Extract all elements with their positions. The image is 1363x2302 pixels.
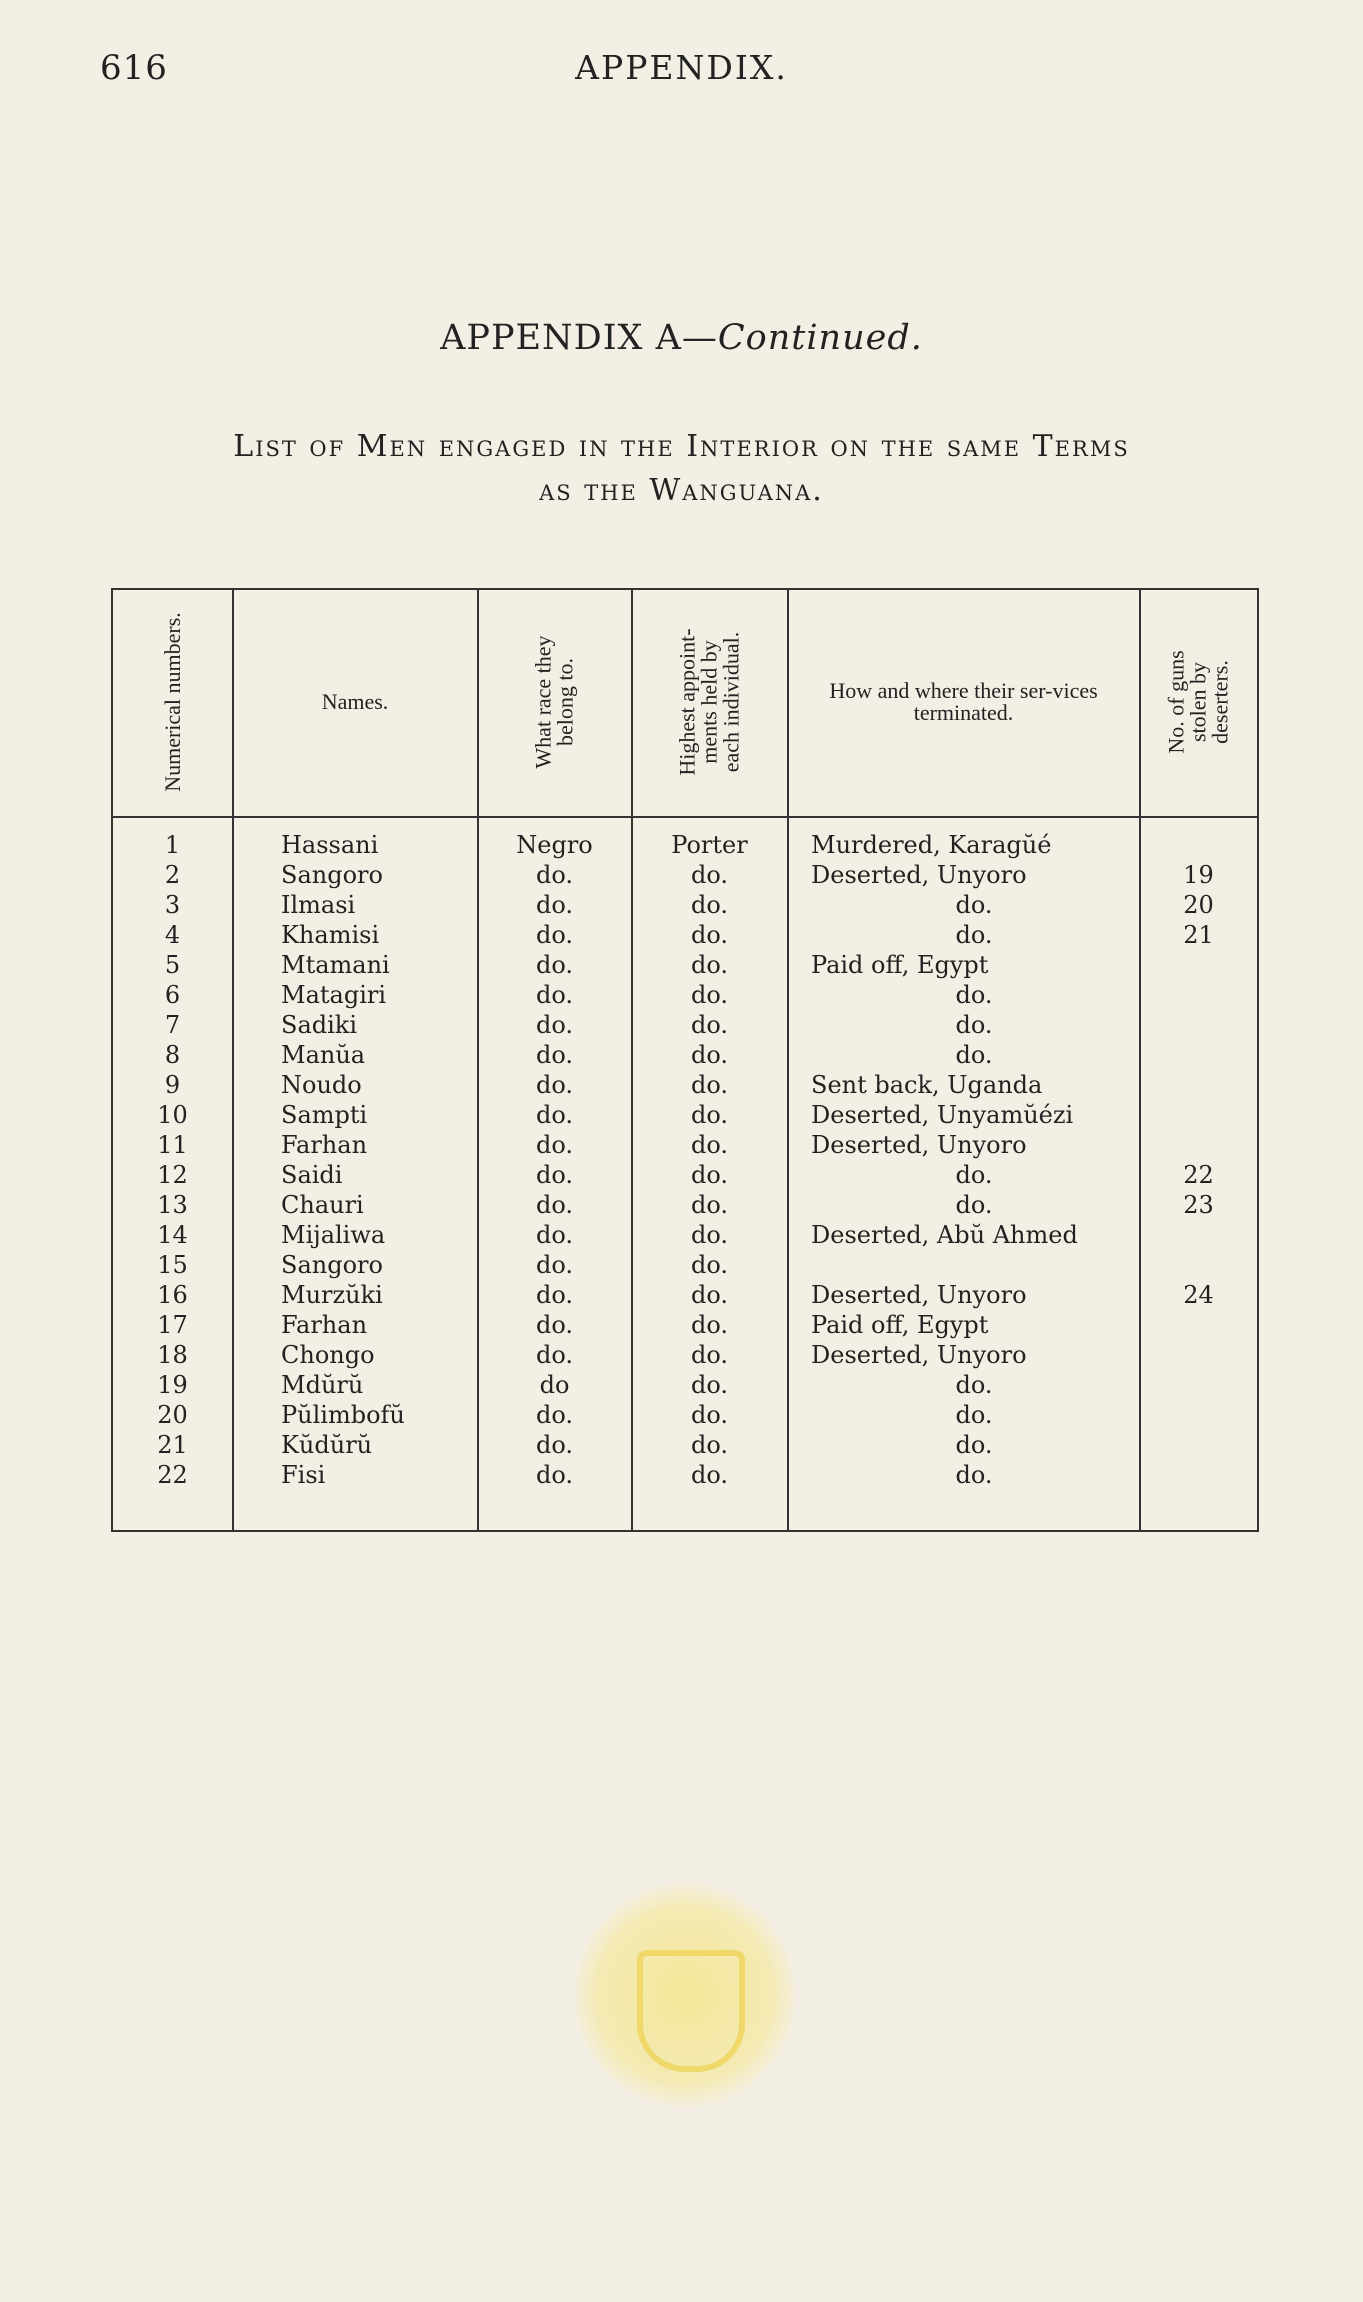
cell-number: 1	[164, 831, 181, 859]
header-numerical-numbers: Numerical numbers.	[159, 612, 185, 792]
cell-termination: Deserted, Unyoro	[811, 1131, 1027, 1159]
cell-termination: Paid off, Egypt	[811, 951, 989, 979]
cell-race: do.	[535, 1011, 574, 1039]
cell-guns-stolen: 22	[1183, 1161, 1214, 1189]
cell-termination: do.	[955, 1371, 993, 1399]
cell-name: Saidi	[281, 1161, 343, 1189]
cell-race: do.	[535, 1311, 574, 1339]
cell-appointment: do.	[690, 1431, 729, 1459]
cell-appointment: do.	[690, 1281, 729, 1309]
cell-appointment: Porter	[671, 831, 748, 859]
cell-appointment: do.	[690, 1371, 729, 1399]
cell-appointment: do.	[690, 1341, 729, 1369]
cell-appointment: do.	[690, 1251, 729, 1279]
cell-name: Mdŭrŭ	[281, 1371, 364, 1399]
cell-appointment: do.	[690, 1191, 729, 1219]
cell-race: do.	[535, 951, 574, 979]
cell-race: do.	[535, 1191, 574, 1219]
cell-number: 10	[157, 1101, 188, 1129]
cell-name: Mtamani	[281, 951, 390, 979]
running-head: APPENDIX.	[575, 48, 788, 87]
cell-termination: do.	[955, 1041, 993, 1069]
cell-appointment: do.	[690, 1221, 729, 1249]
table-right-rule	[1257, 588, 1259, 1532]
cell-number: 12	[157, 1161, 188, 1189]
cell-appointment: do.	[690, 891, 729, 919]
cell-race: do.	[535, 1281, 574, 1309]
cell-name: Pŭlimbofŭ	[281, 1401, 405, 1429]
appendix-title-continued: Continued.	[717, 318, 923, 358]
cell-termination: do.	[955, 891, 993, 919]
table-header-rule	[111, 816, 1259, 818]
cell-race: do.	[535, 861, 574, 889]
cell-race: do	[539, 1371, 570, 1399]
cell-guns-stolen: 19	[1183, 861, 1214, 889]
cell-termination: do.	[955, 1431, 993, 1459]
cell-race: do.	[535, 1251, 574, 1279]
cell-race: do.	[535, 1071, 574, 1099]
cell-race: Negro	[516, 831, 593, 859]
cell-name: Sampti	[281, 1101, 368, 1129]
cell-termination: Deserted, Unyoro	[811, 861, 1027, 889]
cell-termination: do.	[955, 1161, 993, 1189]
cell-termination: do.	[955, 981, 993, 1009]
appendix-title-main: APPENDIX A—	[440, 318, 718, 358]
cell-name: Ilmasi	[281, 891, 356, 919]
header-guns-stolen: No. of guns stolen by deserters.	[1163, 650, 1233, 754]
cell-race: do.	[535, 981, 574, 1009]
cell-name: Sadiki	[281, 1011, 358, 1039]
cell-termination: Deserted, Unyoro	[811, 1281, 1027, 1309]
cell-race: do.	[535, 1401, 574, 1429]
cell-guns-stolen: 24	[1183, 1281, 1214, 1309]
cell-name: Sangoro	[281, 861, 383, 889]
cell-termination: Deserted, Abŭ Ahmed	[811, 1221, 1078, 1249]
seal-shield-icon	[637, 1950, 745, 2072]
appendix-title	[0, 318, 1363, 358]
cell-number: 3	[164, 891, 181, 919]
page-number: 616	[100, 48, 168, 88]
cell-name: Hassani	[281, 831, 379, 859]
cell-name: Mijaliwa	[281, 1221, 386, 1249]
cell-name: Manŭa	[281, 1041, 366, 1069]
cell-guns-stolen: 23	[1183, 1191, 1214, 1219]
cell-guns-stolen: 20	[1183, 891, 1214, 919]
cell-termination: Deserted, Unyamŭézi	[811, 1101, 1074, 1129]
cell-appointment: do.	[690, 861, 729, 889]
list-heading-line-1: List of Men engaged in the Interior on the same Terms	[233, 429, 1130, 464]
cell-number: 11	[157, 1131, 188, 1159]
cell-number: 4	[164, 921, 181, 949]
table-bottom-rule	[111, 1530, 1259, 1532]
cell-guns-stolen: 21	[1183, 921, 1214, 949]
cell-number: 14	[157, 1221, 188, 1249]
cell-race: do.	[535, 1041, 574, 1069]
cell-appointment: do.	[690, 981, 729, 1009]
cell-race: do.	[535, 1101, 574, 1129]
header-race: What race they belong to.	[530, 635, 578, 769]
cell-number: 5	[164, 951, 181, 979]
cell-race: do.	[535, 1431, 574, 1459]
cell-termination: Sent back, Uganda	[811, 1071, 1043, 1099]
cell-number: 15	[157, 1251, 188, 1279]
cell-appointment: do.	[690, 951, 729, 979]
cell-number: 2	[164, 861, 181, 889]
cell-termination: do.	[955, 1011, 993, 1039]
header-services-terminated: How and where their ser-vices terminated.	[829, 678, 1098, 725]
cell-number: 19	[157, 1371, 188, 1399]
cell-race: do.	[535, 1221, 574, 1249]
cell-appointment: do.	[690, 1131, 729, 1159]
cell-appointment: do.	[690, 1401, 729, 1429]
cell-race: do.	[535, 1131, 574, 1159]
cell-number: 9	[164, 1071, 181, 1099]
cell-appointment: do.	[690, 921, 729, 949]
cell-name: Fisi	[281, 1461, 326, 1489]
cell-appointment: do.	[690, 1011, 729, 1039]
cell-race: do.	[535, 1161, 574, 1189]
cell-name: Chongo	[281, 1341, 375, 1369]
cell-termination: Paid off, Egypt	[811, 1311, 989, 1339]
cell-appointment: do.	[690, 1311, 729, 1339]
cell-appointment: do.	[690, 1161, 729, 1189]
cell-appointment: do.	[690, 1101, 729, 1129]
cell-appointment: do.	[690, 1071, 729, 1099]
cell-race: do.	[535, 1461, 574, 1489]
cell-termination: do.	[955, 1191, 993, 1219]
cell-number: 13	[157, 1191, 188, 1219]
cell-number: 21	[157, 1431, 188, 1459]
header-appointment: Highest appoint-ments held by each individual.	[674, 628, 744, 776]
page-header	[100, 48, 1263, 88]
cell-name: Farhan	[281, 1311, 368, 1339]
cell-termination: do.	[955, 1461, 993, 1489]
cell-name: Chauri	[281, 1191, 364, 1219]
cell-name: Kŭdŭrŭ	[281, 1431, 373, 1459]
cell-termination: do.	[955, 1401, 993, 1429]
men-table	[111, 588, 1259, 1532]
cell-name: Farhan	[281, 1131, 368, 1159]
cell-appointment: do.	[690, 1461, 729, 1489]
cell-appointment: do.	[690, 1041, 729, 1069]
list-heading-line-2: as the Wanguana.	[539, 473, 824, 508]
cell-race: do.	[535, 1341, 574, 1369]
cell-name: Noudo	[281, 1071, 362, 1099]
list-heading	[160, 425, 1203, 513]
cell-number: 22	[157, 1461, 188, 1489]
cell-number: 20	[157, 1401, 188, 1429]
cell-name: Matagiri	[281, 981, 387, 1009]
cell-number: 7	[164, 1011, 181, 1039]
cell-race: do.	[535, 921, 574, 949]
cell-termination: Deserted, Unyoro	[811, 1341, 1027, 1369]
cell-name: Khamisi	[281, 921, 380, 949]
cell-termination: Murdered, Karagŭé	[811, 831, 1052, 859]
header-names: Names.	[321, 689, 389, 714]
cell-number: 6	[164, 981, 181, 1009]
cell-number: 18	[157, 1341, 188, 1369]
cell-number: 16	[157, 1281, 188, 1309]
cell-name: Murzŭki	[281, 1281, 383, 1309]
cell-termination: do.	[955, 921, 993, 949]
library-seal-icon	[575, 1880, 795, 2110]
cell-number: 17	[157, 1311, 188, 1339]
cell-race: do.	[535, 891, 574, 919]
cell-number: 8	[164, 1041, 181, 1069]
cell-name: Sangoro	[281, 1251, 383, 1279]
